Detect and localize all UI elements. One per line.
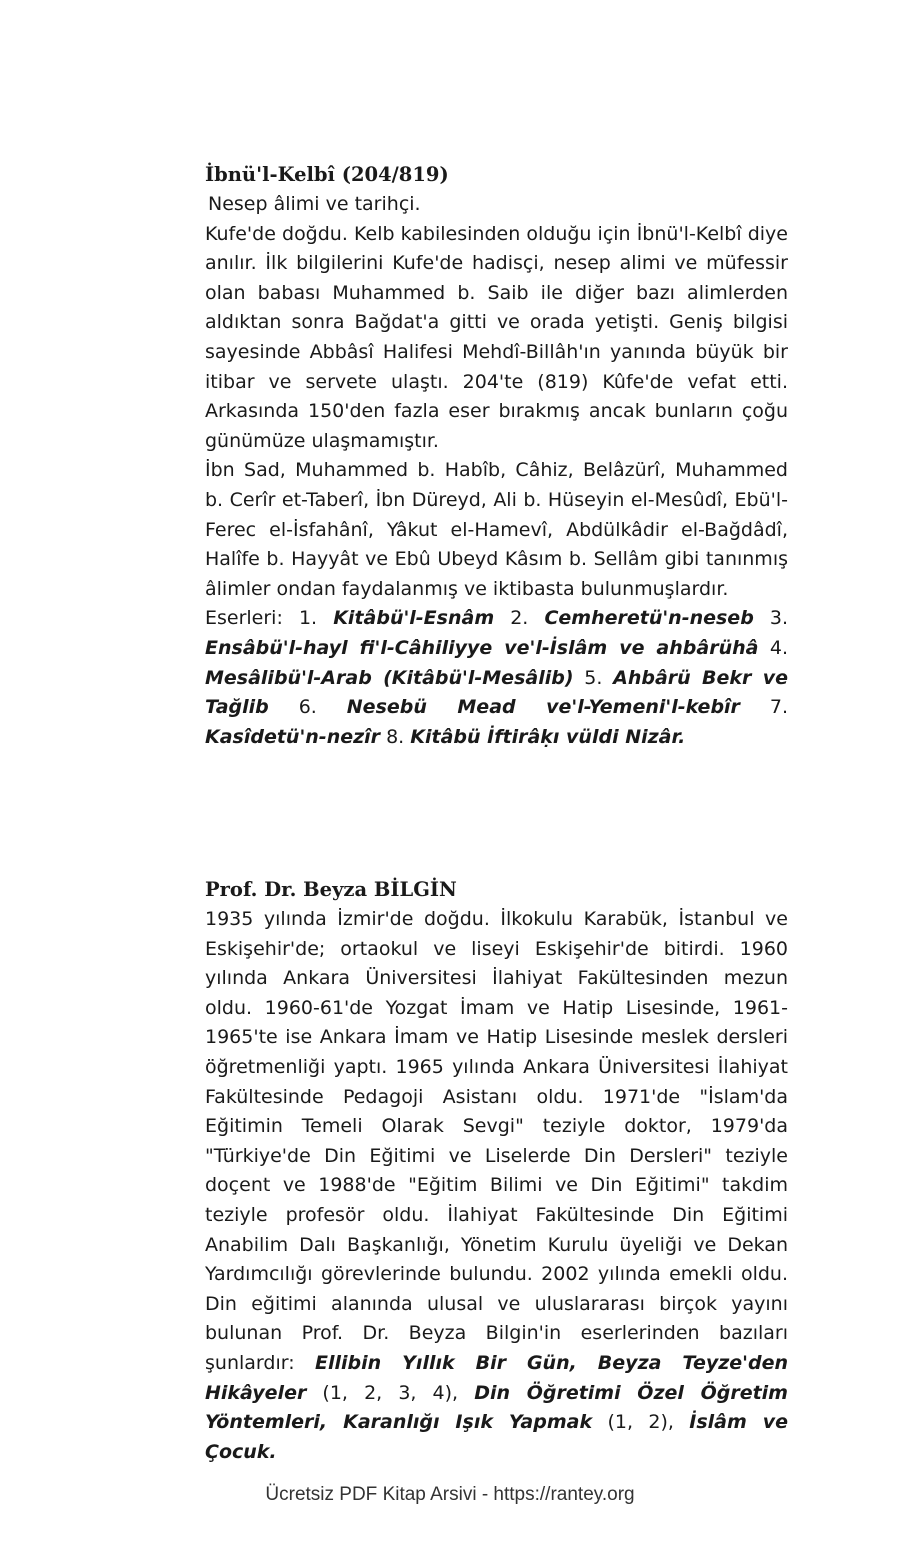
work-title: Kasîdetü'n-nezîr [205, 725, 381, 748]
biography-paragraph: Kufe'de doğdu. Kelb kabilesinden olduğu için İbnü'l-Kelbî diye anılır. İlk bilgilerini Kufe'de hadisçi, nesep alimi ve müfessir olan babası Muhammed b. Saib ile diğer bazı alimlerden aldıktan sonra Bağdat'a gitti ve orada yetişti. Geniş bilgisi sayesinde Abbâsî Halifesi Mehdî-Billâh'ın yanında büyük bir itibar ve servete ulaştı. 204'te (819) Kûfe'de vefat etti. Arkasında 150'den fazla eser bırakmış ancak bunların çoğu günümüze ulaşmamıştır. [205, 222, 788, 452]
entry-ibnul-kelbi [205, 160, 788, 752]
work-number: 7. [769, 696, 788, 719]
author-heading: Prof. Dr. Beyza BİLGİN [205, 878, 457, 901]
work-title: Cemheretü'n-neseb [544, 607, 754, 630]
footer-text: Ücretsiz PDF Kitap Arsivi - https://rantey.org [265, 1484, 635, 1505]
work-number: 5. [584, 666, 603, 689]
work-title: Kitâbü'l-Esnâm [333, 607, 495, 630]
work-title: Kitâbü İftirâḳı vüldi Nizâr. [410, 725, 686, 748]
footer-watermark [0, 1484, 900, 1506]
author-biography-text: 1935 yılında İzmir'de doğdu. İlkokulu Karabük, İstanbul ve Eskişehir'de; ortaokul ve liseyi Eskişehir'de bitirdi. 1960 yılında Ankara Üniversitesi İlahiyat Fakültesinden mezun oldu. 1960-61'de Yozgat İmam ve Hatip Lisesinde, 1961-1965'te ise Ankara İmam ve Hatip Lisesinde meslek dersleri öğretmenliği yaptı. 1965 yılında Ankara Üniversitesi İlahiyat Fakültesinde Pedagoji Asistanı oldu. 1971'de "İslam'da Eğitimin Temeli Olarak Sevgi" teziyle doktor, 1979'da "Türkiye'de Din Eğitimi ve Liselerde Din Dersleri" teziyle doçent ve 1988'de "Eğitim Bilimi ve Din Eğitimi" takdim teziyle profesör oldu. İlahiyat Fakültesinde Din Eğitimi Anabilim Dalı Başkanlığı, Yönetim Kurulu üyeliği ve Dekan Yardımcılığı görevlerinde bulundu. 2002 yılında emekli oldu. Din eğitimi alanında ulusal ve uluslararası birçok yayını bulunan Prof. Dr. Beyza Bilgin'in eserlerinden bazıları şunlardır: [205, 908, 788, 1374]
work-number: 4. [769, 636, 788, 659]
work-number: 8. [386, 725, 405, 748]
works-paragraph [205, 604, 788, 752]
work-title: Ahbârü Bekr ve Tağlib [205, 666, 788, 719]
work-title: Ensâbü'l-hayl fi'l-Câhiliyye ve'l-İslâm ve ahbârühâ [205, 636, 759, 659]
author-work-title: Ellibin Yıllık Bir Gün, Beyza Teyze'den Hikâyeler [205, 1351, 788, 1404]
entry-heading: İbnü'l-Kelbî (204/819) [205, 163, 449, 186]
author-work-note: (1, 2, 3, 4), [306, 1381, 475, 1404]
work-number: 6. [298, 696, 317, 719]
author-work-title: İslâm ve Çocuk. [205, 1411, 789, 1463]
work-number: 1. [298, 607, 318, 630]
author-biography [205, 905, 788, 1467]
author-bio-beyza-bilgin [205, 875, 788, 1467]
entry-subtitle: Nesep âlimi ve tarihçi. [208, 193, 421, 215]
works-label: Eserleri: [205, 607, 283, 630]
author-work-note: (1, 2), [592, 1411, 690, 1434]
work-title: Nesebü Mead ve'l-Yemeni'l-kebîr [346, 696, 740, 719]
work-number: 3. [769, 607, 789, 630]
author-work-title: Din Öğretimi Özel Öğretim Yöntemleri, Karanlığı Işık Yapmak [205, 1381, 788, 1434]
scholars-paragraph: İbn Sad, Muhammed b. Habîb, Câhiz, Belâzürî, Muhammed b. Cerîr et-Taberî, İbn Düreyd, Ali b. Hüseyin el-Mesûdî, Ebü'l-Ferec el-İsfahânî, Yâkut el-Hamevî, Abdülkâdir el-Bağdâdî, Halîfe b. Hayyât ve Ebû Ubeyd Kâsım b. Sellâm gibi tanınmış âlimler ondan faydalanmış ve iktibasta bulunmuşlardır. [205, 459, 788, 600]
work-title: Mesâlibü'l-Arab (Kitâbü'l-Mesâlib) [205, 666, 574, 689]
work-number: 2. [510, 607, 529, 630]
